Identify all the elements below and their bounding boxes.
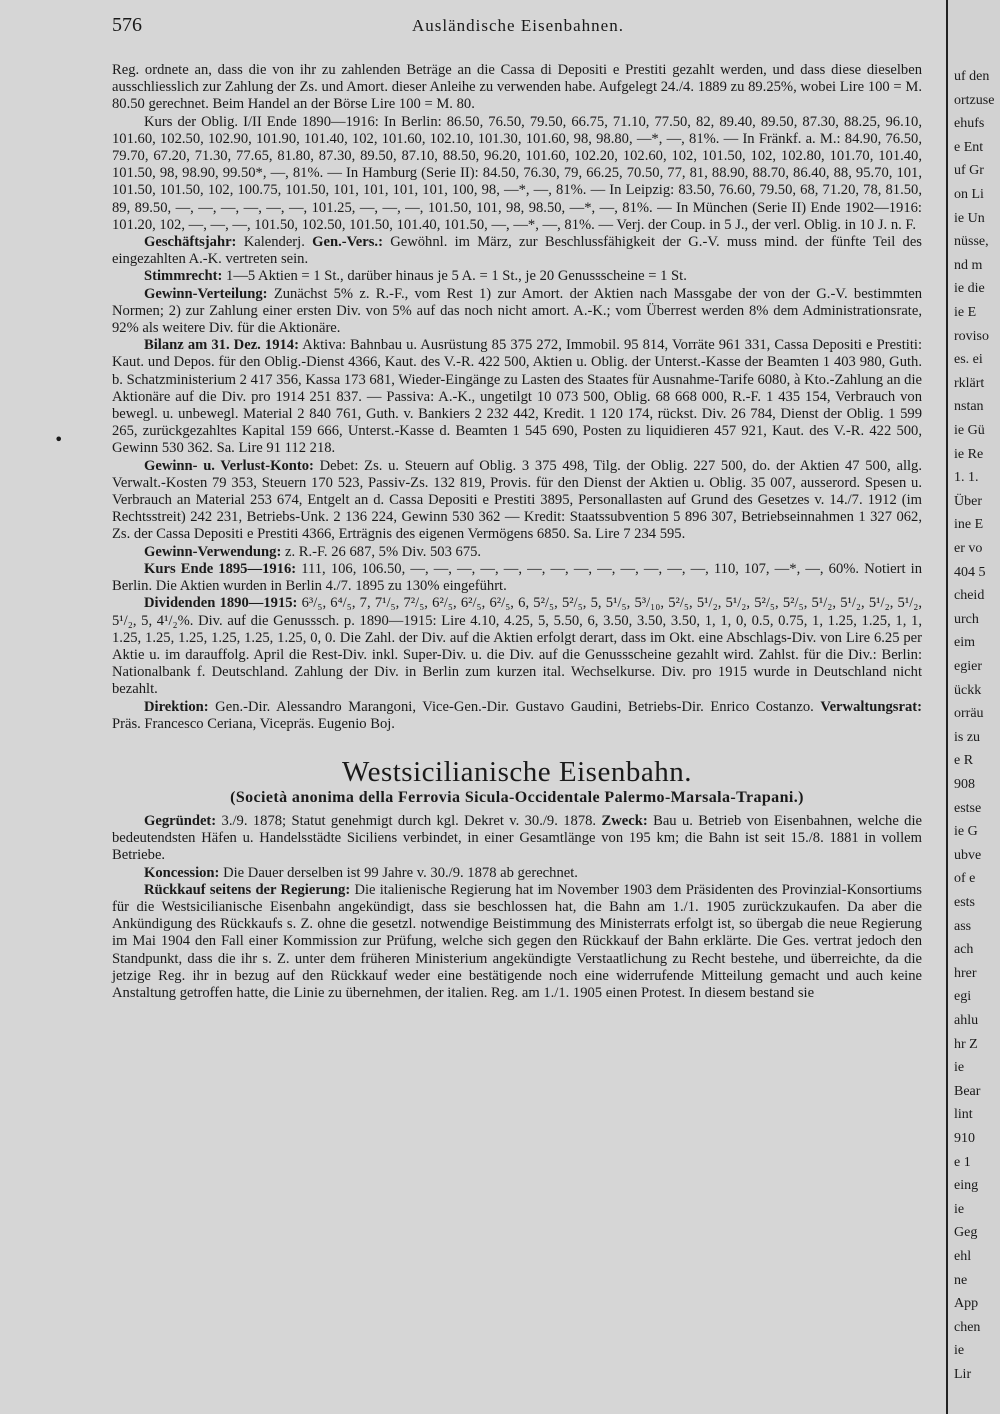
kursende-text: 111, 106, 106.50, —, —, —, —, —, —, —, —, —, —, —, —, —, 110, 107, —*, —, 60%. Notiert in Berlin. Die Aktien wurden in Berlin 4./7. 1895 zu 130% eingeführt. [112, 560, 922, 595]
adjacent-page-fragment: ie [954, 1201, 965, 1217]
gewinnverwendung-paragraph [112, 544, 922, 561]
adjacent-page-fragment: nstan [954, 399, 984, 415]
adjacent-page-fragment: rklärt [954, 375, 985, 391]
adjacent-page-fragment: e 1 [954, 1154, 971, 1170]
adjacent-page-fragment: ehl [954, 1249, 972, 1264]
genvers-text: Gewöhnl. im März, zur Beschlussfähigkeit der G.-V. muss mind. der fünfte Teil des eingezahlten A.-K. vertreten sein. [112, 234, 922, 268]
dividenden-text: 6³/₅, 6⁴/₅, 7, 7¹/₅, 7²/₅, 6²/₅, 6²/₅, 6²/₅, 6, 5²/₅, 5²/₅, 5, 5¹/₅, 5³/₁₀, 5²/₅, 5¹/₂, 5¹/₂, 5²/₅, 5²/₅, 5¹/₂, 5¹/₂, 5¹/₂, 5¹/₂, 5¹/₂, 5, 4¹/₂%. Div. auf die Genusssch. p. 1890—1915: Lire 4.10, 4.25, 5, 5.50, 6, 3.50, 3.50, 3.50, 1, 1, 0, 0.5, 0.75, 1, 1.25, 1.25, 1, 1, 1.25, 1.25, 1.25, 1.25, 1.25, 1.25, 0, 0. Die Zahl. der Div. auf die Aktien erfolgt derart, dass im Okt. eine Abschlags-Div. von Lire 6.25 per Aktie u. im darauffolg. April die Rest-Div. inkl. Super-Div. u. die Div. auf die Genussscheine gezahlt wird. Zahlst. für die Div.: Berlin: Nationalbank f. Deutschland. Zahlung der Div. in Berlin zum kurzen ital. Wechselkurse. Div. pro 1915 wurde in Deutschland nicht bezahlt. [112, 595, 923, 698]
company-title: Westsicilianische Eisenbahn. [342, 755, 692, 788]
adjacent-page-fragment: ie [954, 1060, 965, 1076]
direktion-text: Gen.-Dir. Alessandro Marangoni, Vice-Gen.-Dir. Gustavo Gaudini, Betriebs-Dir. Enrico Costanzo. [215, 698, 814, 715]
adjacent-page-fragment: nd m [954, 257, 983, 273]
adjacent-page-fragment: nüsse, [954, 234, 989, 250]
gegruendet-text: 3./9. 1878; Statut genehmigt durch kgl. Dekret v. 30./9. 1878. [221, 812, 597, 829]
konzession-label: Koncession: [144, 864, 220, 881]
gegruendet-label: Gegründet: [144, 812, 217, 829]
adjacent-page-fragment: uf Gr [954, 163, 984, 179]
adjacent-page-fragment: hrer [954, 965, 977, 981]
adjacent-page-fragment: uf den [954, 69, 990, 84]
adjacent-page-fragment: ückk [954, 682, 982, 698]
stimmrecht-label: Stimmrecht: [144, 268, 223, 285]
adjacent-page-fragment: of e [954, 871, 976, 887]
adjacent-page-fragment: 910 [954, 1131, 975, 1146]
page-number: 576 [112, 14, 142, 36]
konzession-text: Die Dauer derselben ist 99 Jahre v. 30./9. 1878 ab gerechnet. [223, 864, 578, 881]
adjacent-page-fragment: ie [954, 1343, 965, 1359]
adjacent-page-fragment: ie Gü [954, 423, 985, 438]
adjacent-page-fragment: eing [954, 1178, 979, 1194]
gewinnverwendung-label: Gewinn-Verwendung: [144, 543, 282, 560]
adjacent-page-fragment: ie die [954, 281, 985, 297]
geschaeftsjahr-paragraph [112, 234, 922, 268]
intro-paragraph: Reg. ordnete an, dass die von ihr zu zahlenden Beträge an die Cassa di Depositi e Prestiti gezahlt werden, und dass diese dieselben ausschliesslich zur Zahlung der Zs. und Amort. dieser Anleihe zu verwenden habe. Aufgelegt 24./4. 1889 zu 89.25%, wobei Lire 100 = M. 80.50 gerechnet. Beim Handel an der Börse Lire 100 = M. 80. [112, 62, 922, 113]
rueckkauf-paragraph [112, 882, 922, 1002]
kursende-label: Kurs Ende 1895—1916: [144, 560, 297, 577]
adjacent-page-fragment: urch [954, 611, 979, 627]
adjacent-page-fragment: App [954, 1296, 979, 1312]
zweck-label: Zweck: [601, 812, 648, 829]
page-header [112, 14, 932, 42]
adjacent-page-fragment: ortzuse [954, 92, 995, 108]
gewinnverteilung-label: Gewinn-Verteilung: [144, 285, 268, 302]
adjacent-page-fragment: ubve [954, 847, 982, 863]
adjacent-page-fragment: chen [954, 1319, 981, 1335]
gewinnverwendung-text: z. R.-F. 26 687, 5% Div. 503 675. [284, 543, 482, 560]
adjacent-page-fragment: on Li [954, 187, 984, 202]
guv-label: Gewinn- u. Verlust-Konto: [144, 457, 314, 474]
adjacent-page-fragment: ach [954, 942, 974, 958]
adjacent-page-fragment: Lir [954, 1367, 972, 1382]
genvers-label: Gen.-Vers.: [312, 234, 383, 251]
adjacent-page-fragment: e Ent [954, 139, 984, 155]
adjacent-page-fragment: lint [954, 1107, 973, 1123]
guv-paragraph [112, 458, 922, 544]
adjacent-page-fragment: ahlu [954, 1013, 979, 1028]
adjacent-page-fragment: hr Z [954, 1036, 978, 1052]
rueckkauf-text: Die italienische Regierung hat im November 1903 dem Präsidenten des Provinzial-Konsortiums für die Westsicilianische Eisenbahn angekündigt, dass sie beschlossen hat, die Bahn am 1./1. 1905 zurückzukaufen. Da aber die Ankündigung des Rückkaufs s. Z. ohne die gesetzl. notwendige Beistimmung des Ministerrats erfolgt ist, so übergab die neue Regierung im Mai 1904 den Fall einer Kommission zur Prüfung, welche sich gegen den Rückkauf der Bahn erklärte. Die Ges. vertrat jedoch den Standpunkt, dass die ihr s. Z. unter dem früheren Ministerium angekündigte Verstaatlichung zu Recht bestehe, und überreichte, da die jetzige Reg. ihr in bezug auf den Rückkauf weder eine bestätigende noch eine widerrufende Mitteilung gemacht und auch keine Anstaltung getroffen hatte, die Linie zu übernehmen, der italien. Reg. am 1./1. 1905 einen Protest. In diesem bestand sie [112, 881, 922, 1001]
adjacent-page-strip [946, 0, 1000, 1414]
adjacent-page-fragment: ie Re [954, 446, 984, 462]
adjacent-page-fragment: Bear [954, 1083, 981, 1099]
kurs-paragraph: Kurs der Oblig. I/II Ende 1890—1916: In Berlin: 86.50, 76.50, 79.50, 66.75, 71.10, 77.50, 82, 89.40, 89.50, 87.30, 88.25, 96.10, 101.60, 102.50, 102.90, 101.90, 101.40, 102, 101.60, 102.10, 101.30, 101.60, 98, 98.80, —*, —, 81%. — In Fränkf. a. M.: 84.90, 76.50, 79.70, 67.20, 71.30, 77.65, 81.80, 87.30, 89.50, 87.10, 88.50, 96.20, 101.60, 102.20, 102.60, 102, 101.50, 102, 102.80, 101.70, 101.40, 101.50, 98, 98.90, 99.50*, —, 81%. — In Hamburg (Serie II): 84.50, 76.30, 79, 66.25, 70.50, 77, 81, 88.90, 88.70, 86.40, 88, 95.70, 101, 101.50, 101.50, 102, 100.75, 101.50, 101, 101, 101, 101, 100, 98, —*, —, 81%. — In Leipzig: 83.50, 76.60, 79.50, 68, 71.20, 78, 81.50, 89, 89.50, —, —, —, —, —, —, 101.25, —, —, —, 101.50, 101, 98, 98.50, —*, —, 81%. — In München (Serie II) Ende 1902—1916: 101.20, 102, —, —, —, 101.50, 102.50, 101.50, 101.40, 101.50, —, —*, —, 81%. — Verj. der Coup. in 5 J., der verl. Oblig. in 10 J. n. F. [112, 113, 922, 233]
adjacent-page-fragment: eim [954, 635, 975, 651]
adjacent-page-fragment: estse [954, 800, 982, 816]
adjacent-page-fragment: cheid [954, 588, 985, 604]
dividenden-paragraph [112, 595, 922, 698]
bilanz-text: Aktiva: Bahnbau u. Ausrüstung 85 375 272, Immobil. 95 814, Vorräte 961 331, Cassa Depositi e Prestiti: Kaut. und Depos. für den Oblig.-Dienst 4366, Kaut. des V.-R. 422 500, Aktien u. Oblig. der Unterst.-Kasse der Beamten 1 403 980, Guth. b. Schatzministerium 2 417 356, Kassa 173 681, Wieder-Eingänge zu Lasten des Staates für Ausnahme-Tarife 6080, à Kto.-Zahlung an die Aktionäre auf die Div. pro 1914 251 837. — Passiva: A.-K., ungetilgt 10 073 500, Oblig. 68 668 000, R.-F. 1 435 154, Verbrauch von bewegl. u. unbewegl. Material 2 840 761, Guth. v. Bankiers 2 232 442, Kredit. 1 120 174, rückst. Div. 26 784, Dienst der Oblig. 1 599 265, zurückgezahltes Kapital 159 666, Unterst.-Kasse d. Beamten 1 545 690, Posten zu liquidieren 457 921, Kaut. des V.-R. 422 500, Gewinn 530 362. Sa. Lire 91 112 218. [112, 337, 923, 457]
adjacent-page-fragment: ests [954, 895, 975, 910]
adjacent-page-fragment: ne [954, 1272, 968, 1288]
company-subtitle: (Società anonima della Ferrovia Sicula-Occidentale Palermo-Marsala-Trapani.) [230, 788, 804, 806]
konzession-paragraph [112, 865, 922, 882]
adjacent-page-fragment: Geg [954, 1225, 978, 1241]
rueckkauf-label: Rückkauf seitens der Regierung: [144, 881, 351, 898]
adjacent-page-fragment: e R [954, 753, 974, 769]
adjacent-page-fragment: ass [954, 918, 972, 934]
gewinnverteilung-paragraph [112, 286, 922, 338]
document-body [112, 62, 922, 1002]
margin-bullet-mark: • [54, 430, 64, 449]
running-title: Ausländische Eisenbahnen. [412, 16, 624, 35]
adjacent-page-fragment: orräu [954, 706, 984, 722]
adjacent-page-fragment: ie G [954, 824, 978, 840]
adjacent-page-fragment: egier [954, 659, 982, 674]
bilanz-paragraph [112, 337, 922, 457]
gegruendet-paragraph [112, 813, 922, 865]
adjacent-page-fragment: roviso [954, 328, 989, 344]
stimmrecht-text: 1—5 Aktien = 1 St., darüber hinaus je 5 A. = 1 St., je 20 Genussscheine = 1 St. [226, 268, 687, 285]
adjacent-page-fragment: is zu [954, 729, 981, 745]
adjacent-page-fragment: Über [954, 493, 982, 509]
verwaltungsrat-label: Verwaltungsrat: [820, 698, 922, 715]
geschaeftsjahr-text: Kalenderj. [243, 234, 305, 251]
direktion-paragraph [112, 699, 922, 733]
adjacent-page-fragment: 1. 1. [954, 470, 979, 486]
adjacent-page-fragment: es. ei [954, 352, 983, 368]
dividenden-label: Dividenden 1890—1915: [144, 595, 298, 612]
adjacent-page-fragment: ehufs [954, 116, 985, 132]
stimmrecht-paragraph [112, 268, 922, 285]
adjacent-page-fragment: ie Un [954, 210, 985, 226]
adjacent-page-fragment: er vo [954, 541, 983, 556]
direktion-label: Direktion: [144, 698, 209, 715]
guv-text: Debet: Zs. u. Steuern auf Oblig. 3 375 498, Tilg. der Oblig. 227 500, do. der Aktien 47 500, allg. Verwalt.-Kosten 79 353, Steuern 170 523, Passiv-Zs. 132 819, Provis. für den Dienst der Aktien u. Oblig. 35 007, ausserord. Spesen u. Verbrauch an Material 253 674, Entgelt an d. Cassa Depositi e Prestiti 3895, Personallasten auf Grund des Gesetzes v. 14./7. 1912 (im Rechtsstreit) 242 231, Betriebs-Unk. 2 136 224, Gewinn 530 362 — Kredit: Staatssubvention 5 896 307, Betriebseinnahmen 1 327 062, Zs. der Cassa Depositi e Prestiti 4366, Erträgnis des eigenen Vermögens 6850. Sa. Lire 7 234 595. [112, 457, 922, 543]
adjacent-page-fragment: ine E [954, 517, 984, 533]
kursende-paragraph [112, 561, 922, 595]
zweck-text: Bau u. Betrieb von Eisenbahnen, welche die bedeutendsten Häfen u. Handelsstädte Siciliens verbindet, in einer Gesamtlänge von 195 km; die Bahn ist seit 15./8. 1881 in vollem Betriebe. [112, 812, 923, 864]
verwaltungsrat-text: Präs. Francesco Ceriana, Vicepräs. Eugenio Boj. [112, 715, 395, 732]
adjacent-page-fragment: 908 [954, 777, 975, 792]
adjacent-page-fragment: ie E [954, 305, 977, 320]
gewinnverteilung-text: Zunächst 5% z. R.-F., vom Rest 1) zur Amort. der Aktien nach Massgabe der von der G.-V. bestimmten Normen; 2) zur Zahlung einer ersten Div. von 5% auf das noch nicht amort. A.-K.; vom Überrest werden 8% dem Administrationsrate, 92% als weitere Div. für die Aktionäre. [112, 285, 922, 337]
geschaeftsjahr-label: Geschäftsjahr: [144, 234, 237, 251]
bilanz-label: Bilanz am 31. Dez. 1914: [144, 337, 299, 354]
adjacent-page-fragment: 404 5 [954, 564, 986, 580]
adjacent-page-fragment: egi [954, 989, 972, 1005]
